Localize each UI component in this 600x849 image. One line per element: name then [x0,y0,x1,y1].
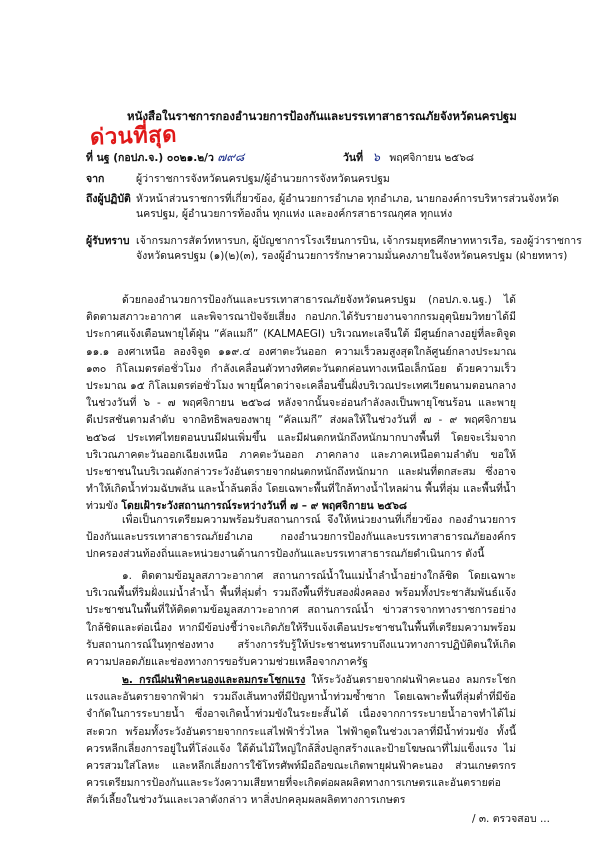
doc-number-handwritten: ๗๙๘ [217,150,245,164]
doc-number-label: ที่ นฐ (กอปภ.จ.) ๐๐๒๑.๒/ว [86,152,214,164]
paragraph-1 [86,292,516,516]
item-2-heading: ๒. กรณีฝนฟ้าคะนองและลมกระโชกแรง [122,674,306,686]
paragraph-2: เพื่อเป็นการเตรียมความพร้อมรับสถานการณ์ จึงให้หน่วยงานที่เกี่ยวข้อง กองอำนวยการป้องกันและบรรเทาสาธารณภัยอำเภอ กองอำนวยการป้องกันและบรรเทาสาธารณภัยองค์กรปกครองส่วนท้องถิ่นและหน่วยงานด้านการป้องกันและบรรเทาสาธารณภัยดำเนินการ ดังนี้ [86,514,516,561]
cc-label: ผู้รับทราบ [86,235,130,247]
date-row [343,150,474,165]
from-label: จาก [86,173,105,185]
continuation-note: / ๓. ตรวจสอบ ... [472,813,550,825]
item-1: ๑. ติดตามข้อมูลสภาวะอากาศ สถานการณ์น้ำในแม่น้ำลำน้ำอย่างใกล้ชิด โดยเฉพาะบริเวณพื้นที่ริมฝั่งแม่น้ำลำน้ำ พื้นที่ลุ่มต่ำ รวมถึงพื้นที่รับสองฝั่งคลอง พร้อมทั้งประชาสัมพันธ์แจ้งประชาชนในพื้นที่ให้ติดตามข้อมูลสภาวะอากาศ สถานการณ์น้ำ ข่าวสารจากทางราชการอย่างใกล้ชิดและต่อเนื่อง หากมีข้อบ่งชี้ว่าจะเกิดภัยให้รีบแจ้งเตือนประชาชนในพื้นที่เตรียมความพร้อมรับสถานการณ์ในทุกช่องทาง สร้างการรับรู้ให้ประชาชนทราบถึงแนวทางการปฏิบัติตนให้เกิดความปลอดภัยและช่องทางการขอรับความช่วยเหลือจากภาครัฐ [86,570,516,669]
from-value: ผู้ว่าราชการจังหวัดนครปฐม/ผู้อำนวยการจังหวัดนครปฐม [136,173,390,185]
doc-number-row [86,150,244,165]
date-day-handwritten: ๖ [372,150,380,164]
urgency-stamp: ด่วนที่สุด [89,121,178,151]
date-label: วันที่ [343,152,363,164]
letter-heading: หนังสือในราชการกองอำนวยการป้องกันและบรรเทาสาธารณภัยจังหวัดนครปฐม [127,109,517,123]
cc-value: เจ้ากรมการสัตว์ทหารบก, ผู้บัญชาการโรงเรียนการบิน, เจ้ากรมยุทธศึกษาทหารเรือ, รองผู้ว่าราชการจังหวัดนครปฐม (๑)(๒)(๓), รองผู้อำนวยการรักษาความมั่นคงภายในจังหวัดนครปฐม (ฝ่ายทหาร) [136,235,582,262]
paragraph-1-text: ด้วยกองอำนวยการป้องกันและบรรเทาสาธารณภัยจังหวัดนครปฐม (กอปภ.จ.นฐ.) ได้ติดตามสภาวะอากาศ และพิจารณาปัจจัยเสี่ยง กอปภก.ได้รับรายงานจากกรมอุตุนิยมวิทยาได้มีประกาศแจ้งเตือนพายุไต้ฝุ่น “คัลแมกี” (KALMAEGI) บริเวณทะเลจีนใต้ มีศูนย์กลางอยู่ที่ละติจูด ๑๑.๑ องศาเหนือ ลองจิจูด ๑๑๙.๔ องศาตะวันออก ความเร็วลมสูงสุดใกล้ศูนย์กลางประมาณ ๑๓๐ กิโลเมตรต่อชั่วโมง กำลังเคลื่อนตัวทางทิศตะวันตกค่อนทางเหนือเล็กน้อย ด้วยความเร็วประมาณ ๑๕ กิโลเมตรต่อชั่วโมง พายุนี้คาดว่าจะเคลื่อนขึ้นฝั่งบริเวณประเทศเวียดนามตอนกลาง ในช่วงวันที่ ๖ - ๗ พฤศจิกายน ๒๕๖๘ หลังจากนั้นจะอ่อนกำลังลงเป็นพายุโซนร้อน และพายุดีเปรสชันตามลำดับ จากอิทธิพลของพายุ “คัลแมกี” ส่งผลให้ในช่วงวันที่ ๗ - ๙ พฤศจิกายน ๒๕๖๘ ประเทศไทยตอนบนมีฝนเพิ่มขึ้น และมีฝนตกหนักถึงหนักมากบางพื้นที่ โดยจะเริ่มจากบริเวณภาคตะวันออกเฉียงเหนือ ภาคตะวันออก ภาคกลาง และภาคเหนือตามลำดับ ขอให้ประชาชนในบริเวณดังกล่าวระวังอันตรายจากฝนตกหนักถึงหนักมาก และฝนที่ตกสะสม ซึ่งอาจทำให้เกิดน้ำท่วมฉับพลัน และน้ำล้นตลิ่ง โดยเฉพาะพื้นที่ใกล้ทางน้ำไหลผ่าน พื้นที่ลุ่ม และพื้นที่น้ำท่วมขัง [86,294,516,513]
item-2-text: ให้ระวังอันตรายจากฝนฟ้าคะนอง ลมกระโชกแรงและอันตรายจากฟ้าผ่า รวมถึงเส้นทางที่มีปัญหาน้ำท่วมซ้ำซาก โดยเฉพาะพื้นที่ลุ่มต่ำที่มีข้อจำกัดในการระบายน้ำ ซึ่งอาจเกิดน้ำท่วมขังในระยะสั้นได้ เนื่องจากการระบายน้ำอาจทำได้ไม่สะดวก พร้อมทั้งระวังอันตรายจากกระแสไฟฟ้ารั่วไหล ไฟฟ้าดูดในช่วงเวลาที่มีน้ำท่วมขัง ทั้งนี้ควรหลีกเลี่ยงการอยู่ในที่โล่งแจ้ง ใต้ต้นไม้ใหญ่ใกล้สิ่งปลูกสร้างและป้ายโฆษณาที่ไม่แข็งแรง ไม่ควรสวมใส่โลหะ และหลีกเลี่ยงการใช้โทรศัพท์มือถือขณะเกิดพายุฝนฟ้าคะนอง ส่วนเกษตรกรควรเตรียมการป้องกันและระวังความเสียหายที่จะเกิดต่อผลผลิตทางการเกษตรและอันตรายต่อสัตว์เลี้ยงในช่วงวันและเวลาดังกล่าว หาสิ่งปกคลุมผลผลิตทางการเกษตร [86,674,516,807]
to-label: ถึงผู้ปฏิบัติ [86,193,131,205]
item-2 [86,672,516,810]
date-month-year: พฤศจิกายน ๒๕๖๘ [389,152,474,164]
to-value: หัวหน้าส่วนราชการที่เกี่ยวข้อง, ผู้อำนวยการอำเภอ ทุกอำเภอ, นายกองค์การบริหารส่วนจังหวัดนครปฐม, ผู้อำนวยการท้องถิ่น ทุกแห่ง และองค์กรสาธารณกุศล ทุกแห่ง [136,193,559,220]
paragraph-1-emphasis: โดยเฝ้าระวังสถานการณ์ระหว่างวันที่ ๗ – ๙ พฤศจิกายน ๒๕๖๘ [121,500,407,513]
